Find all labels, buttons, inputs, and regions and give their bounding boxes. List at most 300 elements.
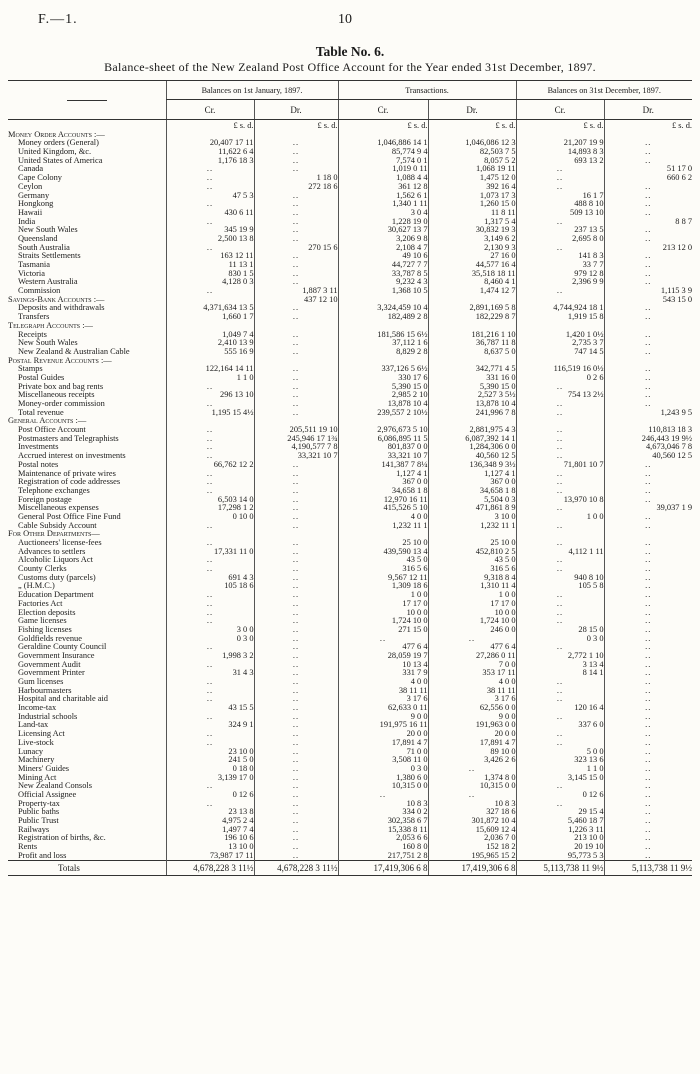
amount-cell: .. [604,721,692,730]
amount-cell: 4,128 0 3 [166,278,254,287]
account-label: County Clerks [18,565,67,574]
amount-cell: .. [166,470,254,479]
table-row [8,348,692,357]
amount-cell: .. [254,522,338,531]
table-row [8,574,692,583]
amount-cell: 62,633 0 11 [338,704,428,713]
amount-cell: 105 5 8 [516,582,604,591]
amount-cell [338,357,428,366]
amount-cell: 141 8 3 [516,252,604,261]
amount-cell: .. [254,817,338,826]
amount-cell: .. [254,808,338,817]
table-row [8,600,692,609]
section-heading-row [8,131,692,140]
document-reference: F.—1. [38,12,78,27]
table-row [8,452,692,461]
amount-cell: 1,049 7 4 [166,331,254,340]
table-row [8,304,692,313]
table-row [8,687,692,696]
table-row [8,652,692,661]
amount-cell: .. [254,574,338,583]
transactions-header: Transactions. [338,81,516,100]
amount-cell [604,530,692,539]
table-row [8,609,692,618]
amount-cell: 2,410 13 9 [166,339,254,348]
amount-cell: 5,390 15 0 [428,383,516,392]
amount-cell: 316 5 6 [428,565,516,574]
table-row [8,218,692,227]
amount-cell: 27,286 0 11 [428,652,516,661]
amount-cell: 509 13 10 [516,209,604,218]
table-row [8,200,692,209]
amount-cell: .. [254,635,338,644]
amount-cell: 691 4 3 [166,574,254,583]
account-label: New South Wales [18,226,78,235]
amount-cell: .. [254,496,338,505]
amount-cell: 38 11 11 [338,687,428,696]
table-row [8,765,692,774]
amount-cell: 17,331 11 0 [166,548,254,557]
account-label: Foreign postage [18,495,72,504]
amount-cell: 801,837 0 0 [338,443,428,452]
table-row [8,704,692,713]
amount-cell: 4,112 1 11 [516,548,604,557]
account-label: Miscellaneous expenses [18,504,99,513]
table-row [8,157,692,166]
amount-cell: 0 3 0 [338,765,428,774]
amount-cell: .. [254,565,338,574]
amount-cell: 342,771 4 5 [428,365,516,374]
amount-cell: 3,145 15 0 [516,774,604,783]
amount-cell: .. [516,165,604,174]
amount-cell: 40,560 12 5 [604,452,692,461]
amount-cell: .. [166,435,254,444]
table-row [8,496,692,505]
amount-cell: .. [516,470,604,479]
table-row [8,374,692,383]
amount-cell: .. [254,748,338,757]
amount-cell: 182,229 8 7 [428,313,516,322]
amount-cell: .. [604,470,692,479]
amount-cell: .. [604,713,692,722]
amount-cell: 1,497 7 4 [166,826,254,835]
amount-cell: 361 12 8 [338,183,428,192]
amount-cell: 1 1 0 [166,374,254,383]
amount-cell: 20 0 0 [428,730,516,739]
currency-unit: £ s. d. [428,120,516,131]
table-row [8,383,692,392]
table-row [8,617,692,626]
amount-cell: 181,586 15 6½ [338,331,428,340]
account-label: Miscellaneous receipts [18,391,95,400]
amount-cell: 3 17 6 [338,695,428,704]
amount-cell: 415,526 5 10 [338,504,428,513]
amount-cell: 239,557 2 10½ [338,409,428,418]
amount-cell: .. [428,765,516,774]
amount-cell: 1,232 11 1 [338,522,428,531]
amount-cell: 13,970 10 8 [516,496,604,505]
amount-cell: .. [516,600,604,609]
amount-cell: 2,036 7 0 [428,834,516,843]
amount-cell: .. [604,192,692,201]
table-row [8,435,692,444]
amount-cell: 8 8 7 [604,218,692,227]
amount-cell: .. [254,409,338,418]
section-heading: Savings-Bank Accounts :— [8,295,105,304]
amount-cell: 160 8 0 [338,843,428,852]
amount-cell: 3,508 11 0 [338,756,428,765]
amount-cell: .. [604,669,692,678]
amount-cell: 660 6 2 [604,174,692,183]
amount-cell: 3,324,459 10 4 [338,304,428,313]
amount-cell: .. [516,504,604,513]
amount-cell: 1,374 8 0 [428,774,516,783]
amount-cell: .. [604,331,692,340]
amount-cell: .. [604,209,692,218]
amount-cell: 11 13 1 [166,261,254,270]
table-row [8,713,692,722]
table-row [8,539,692,548]
table-row [8,487,692,496]
amount-cell: 44,727 7 7 [338,261,428,270]
table-row [8,695,692,704]
table-title: Table No. 6. [315,44,385,59]
amount-cell: 330 17 6 [338,374,428,383]
amount-cell: .. [166,383,254,392]
amount-cell: .. [254,713,338,722]
amount-cell: 272 18 6 [254,183,338,192]
amount-cell: 2,735 3 7 [516,339,604,348]
amount-cell: .. [516,739,604,748]
section-heading-row [8,296,692,305]
account-label: Receipts [18,330,47,339]
amount-cell: .. [516,539,604,548]
amount-cell: 36,787 11 8 [428,339,516,348]
amount-cell: .. [516,409,604,418]
amount-cell: 28,059 19 7 [338,652,428,661]
amount-cell: 1,115 3 9 [604,287,692,296]
amount-cell: 1,660 1 7 [166,313,254,322]
account-label: Factories Act [18,599,63,608]
amount-cell: 5 0 0 [516,748,604,757]
amount-cell: 28 15 0 [516,626,604,635]
amount-cell: .. [604,200,692,209]
section-heading: Money Order Accounts :— [8,130,105,139]
amount-cell: 1 0 0 [338,591,428,600]
amount-cell: .. [604,817,692,826]
amount-cell: .. [254,626,338,635]
amount-cell: .. [604,252,692,261]
amount-cell [338,296,428,305]
amount-cell: .. [254,304,338,313]
amount-cell: 191,963 0 0 [428,721,516,730]
amount-cell: .. [254,278,338,287]
amount-cell: .. [516,400,604,409]
amount-cell: .. [516,800,604,809]
amount-cell: .. [166,522,254,531]
account-label: Advances to settlers [18,547,86,556]
amount-cell: 1,340 1 11 [338,200,428,209]
amount-cell: .. [166,782,254,791]
amount-cell: .. [604,582,692,591]
table-row [8,400,692,409]
account-label: Miners' Guides [18,764,70,773]
amount-cell: 33 7 7 [516,261,604,270]
amount-cell: .. [516,522,604,531]
amount-cell: 62,556 0 0 [428,704,516,713]
amount-cell: .. [254,270,338,279]
amount-cell: 43 5 0 [338,556,428,565]
amount-cell: .. [166,452,254,461]
table-subtitle: Balance-sheet of the New Zealand Post Office Account for the Year ended 31st December, 1897. [104,60,596,74]
account-label: Registration of code addresses [18,478,121,487]
page-header [0,12,700,32]
account-label: Germany [18,191,50,200]
amount-cell: 1,073 17 3 [428,192,516,201]
section-heading: Postal Revenue Accounts :— [8,356,112,365]
amount-cell: .. [254,157,338,166]
table-row [8,626,692,635]
amount-cell: .. [166,556,254,565]
currency-unit: £ s. d. [516,120,604,131]
amount-cell: 5,390 15 0 [338,383,428,392]
amount-cell: 30,627 13 7 [338,226,428,235]
closing-balances-header: Balances on 31st December, 1897. [516,81,692,100]
amount-cell: 44,577 16 4 [428,261,516,270]
amount-cell: .. [254,695,338,704]
amount-cell: .. [254,218,338,227]
amount-cell: 43 5 0 [428,556,516,565]
table-row [8,226,692,235]
amount-cell: 13,878 10 4 [428,400,516,409]
amount-cell: 270 15 6 [254,244,338,253]
amount-cell: 6,086,895 11 5 [338,435,428,444]
amount-cell: .. [166,400,254,409]
amount-cell: 33,787 8 5 [338,270,428,279]
amount-cell: .. [254,582,338,591]
amount-cell: .. [604,461,692,470]
amount-cell: .. [166,591,254,600]
table-row [8,739,692,748]
amount-cell: .. [166,287,254,296]
amount-cell: .. [604,652,692,661]
amount-cell: .. [516,556,604,565]
amount-cell [166,131,254,140]
amount-cell: .. [254,834,338,843]
total-cell: 5,113,738 11 9½ [516,861,604,876]
section-heading-row [8,530,692,539]
amount-cell: 4,975 2 4 [166,817,254,826]
account-label: United Kingdom, &c. [18,148,92,157]
amount-cell: .. [254,513,338,522]
amount-cell: .. [254,539,338,548]
account-label: Public Trust [18,817,59,825]
column-header: Cr. [338,100,428,120]
amount-cell: 3,139 17 0 [166,774,254,783]
amount-cell: 2,527 3 5½ [428,391,516,400]
account-label: New Zealand Consols [18,782,92,791]
amount-cell: 20 0 0 [338,730,428,739]
table-row [8,826,692,835]
amount-cell: .. [254,661,338,670]
amount-cell: 17,891 4 7 [338,739,428,748]
amount-cell: 1,019 0 11 [338,165,428,174]
amount-cell: .. [604,157,692,166]
total-cell: 5,113,738 11 9½ [604,861,692,876]
amount-cell: 47 5 3 [166,192,254,201]
amount-cell: .. [604,843,692,852]
table-row [8,313,692,322]
amount-cell: 152 18 2 [428,843,516,852]
table-row [8,843,692,852]
table-row [8,174,692,183]
amount-cell: .. [254,226,338,235]
table-body [8,120,692,861]
amount-cell [338,530,428,539]
amount-cell: 120 16 4 [516,704,604,713]
table-row [8,556,692,565]
account-label: Total revenue [18,408,64,417]
amount-cell [516,357,604,366]
account-label: Commission [18,287,61,296]
amount-cell: .. [516,287,604,296]
amount-cell: .. [604,565,692,574]
amount-cell [254,417,338,426]
amount-cell: .. [166,565,254,574]
table-row [8,591,692,600]
amount-cell: 13 10 0 [166,843,254,852]
amount-cell: .. [166,165,254,174]
amount-cell: .. [428,791,516,800]
account-label: Queensland [18,234,58,243]
amount-cell: 4,371,634 13 5 [166,304,254,313]
amount-cell: .. [516,643,604,652]
amount-cell: .. [516,609,604,618]
amount-cell: 327 18 6 [428,808,516,817]
amount-cell: 0 2 6 [516,374,604,383]
account-label: Income-tax [18,704,57,713]
amount-cell: 105 18 6 [166,582,254,591]
amount-cell: 4 0 0 [338,678,428,687]
amount-cell: 11 8 11 [428,209,516,218]
amount-cell: .. [604,774,692,783]
amount-cell: 9 0 0 [428,713,516,722]
amount-cell: 0 10 0 [166,513,254,522]
amount-cell: 110,813 18 3 [604,426,692,435]
account-label: Customs duty (parcels) [18,573,96,582]
amount-cell: .. [254,591,338,600]
table-row [8,635,692,644]
amount-cell: 471,861 8 9 [428,504,516,513]
amount-cell: 181,216 1 10 [428,331,516,340]
amount-cell: .. [166,678,254,687]
section-heading-row [8,357,692,366]
amount-cell: 2,985 2 10 [338,391,428,400]
amount-cell: 1,317 5 4 [428,218,516,227]
table-row [8,678,692,687]
amount-cell: .. [166,617,254,626]
amount-cell: .. [166,739,254,748]
amount-cell: .. [516,713,604,722]
account-label: Official Assignee [18,790,77,799]
table-row [8,365,692,374]
amount-cell: 2,053 6 6 [338,834,428,843]
amount-cell: .. [254,826,338,835]
account-label: Investments [18,443,59,452]
amount-cell: 331 7 9 [338,669,428,678]
amount-cell: 10 0 0 [428,609,516,618]
amount-cell: 4,190,577 7 8 [254,443,338,452]
table-row [8,339,692,348]
amount-cell: .. [254,383,338,392]
amount-cell: 35,518 18 11 [428,270,516,279]
section-heading: For Other Departments— [8,530,100,539]
table-row [8,661,692,670]
amount-cell: .. [254,617,338,626]
amount-cell: .. [604,478,692,487]
amount-cell: .. [604,148,692,157]
amount-cell: .. [254,313,338,322]
amount-cell [254,131,338,140]
amount-cell: 747 14 5 [516,348,604,357]
amount-cell: .. [254,652,338,661]
amount-cell: .. [604,226,692,235]
table-row [8,748,692,757]
amount-cell: 477 6 4 [428,643,516,652]
currency-unit: £ s. d. [166,120,254,131]
amount-cell: 5,460 18 7 [516,817,604,826]
amount-cell [428,296,516,305]
amount-cell: 2,772 1 10 [516,652,604,661]
amount-cell: .. [604,513,692,522]
amount-cell: 2,130 9 3 [428,244,516,253]
amount-cell [428,417,516,426]
totals-row [8,861,692,876]
amount-cell: .. [604,756,692,765]
account-label: Cape Colony [18,174,62,183]
amount-cell: 7 0 0 [428,661,516,670]
amount-cell: 37,112 1 6 [338,339,428,348]
amount-cell: 71,801 10 7 [516,461,604,470]
amount-cell: .. [604,383,692,392]
amount-cell: .. [166,713,254,722]
amount-cell: 2,500 13 8 [166,235,254,244]
amount-cell: 1 18 0 [254,174,338,183]
amount-cell [254,530,338,539]
amount-cell: .. [338,791,428,800]
amount-cell: .. [516,452,604,461]
totals-label: Totals [8,861,166,876]
amount-cell: .. [254,461,338,470]
account-label: Victoria [18,269,45,278]
table-row [8,513,692,522]
amount-cell: .. [254,252,338,261]
amount-cell: 15,338 8 11 [338,826,428,835]
amount-cell: .. [166,426,254,435]
account-label: Geraldine County Council [18,643,107,652]
amount-cell: .. [604,609,692,618]
amount-cell: .. [254,165,338,174]
amount-cell: .. [604,365,692,374]
amount-cell: .. [254,704,338,713]
account-label: Western Australia [18,278,78,287]
total-cell: 17,419,306 6 8 [338,861,428,876]
amount-cell: 6,503 14 0 [166,496,254,505]
amount-cell: 15,609 12 4 [428,826,516,835]
amount-cell: .. [516,478,604,487]
column-header: Dr. [254,100,338,120]
section-heading-row [8,322,692,331]
